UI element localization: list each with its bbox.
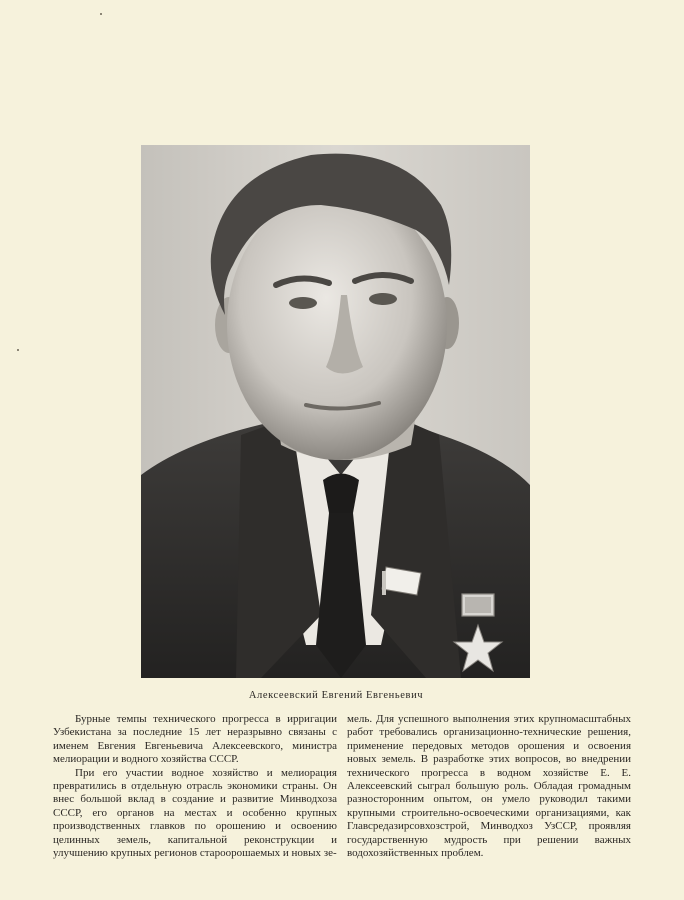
print-speck xyxy=(100,13,102,15)
paragraph: Бурные темпы технического прогресса в ирригации Узбекистана за последние 15 лет неразрывно связаны с именем Евгения Евгеньевича Алексеевского, министра мелиорации и водного хозяйства СССР. xyxy=(53,713,337,766)
print-speck xyxy=(17,349,19,351)
portrait-illustration xyxy=(141,145,530,678)
text-column-left xyxy=(53,713,337,860)
photo-caption: Алексеевский Евгений Евгеньевич xyxy=(248,690,424,701)
text-column-right xyxy=(347,713,631,860)
portrait-photo xyxy=(141,145,530,678)
paragraph: мель. Для успешного выполнения этих крупномасштабных работ требовались организационно-технические решения, применение передовых методов орошения и освоения новых земель. В разработке этих вопросов, во внедрении технического прогресса в водном хозяйстве Е. Е. Алексеевский сыграл большую роль. Обладая громадным разносторонним опытом, он умело руководил такими крупными строительно-освоеческими организациями, как Главсредазирсовхозстрой, Минводхоз УзССР, проявляя государственную мудрость при решении важных водохозяйственных проблем. xyxy=(347,713,631,860)
paragraph: При его участии водное хозяйство и мелиорация превратились в отдельную отрасль экономики страны. Он внес большой вклад в создание и развитие Минводхоза СССР, его органов на местах и особенно крупных производственных главков по орошению и освоению целинных земель, капитальной реконструкции и улучшению крупных регионов староорошаемых и новых зе- xyxy=(53,766,337,860)
